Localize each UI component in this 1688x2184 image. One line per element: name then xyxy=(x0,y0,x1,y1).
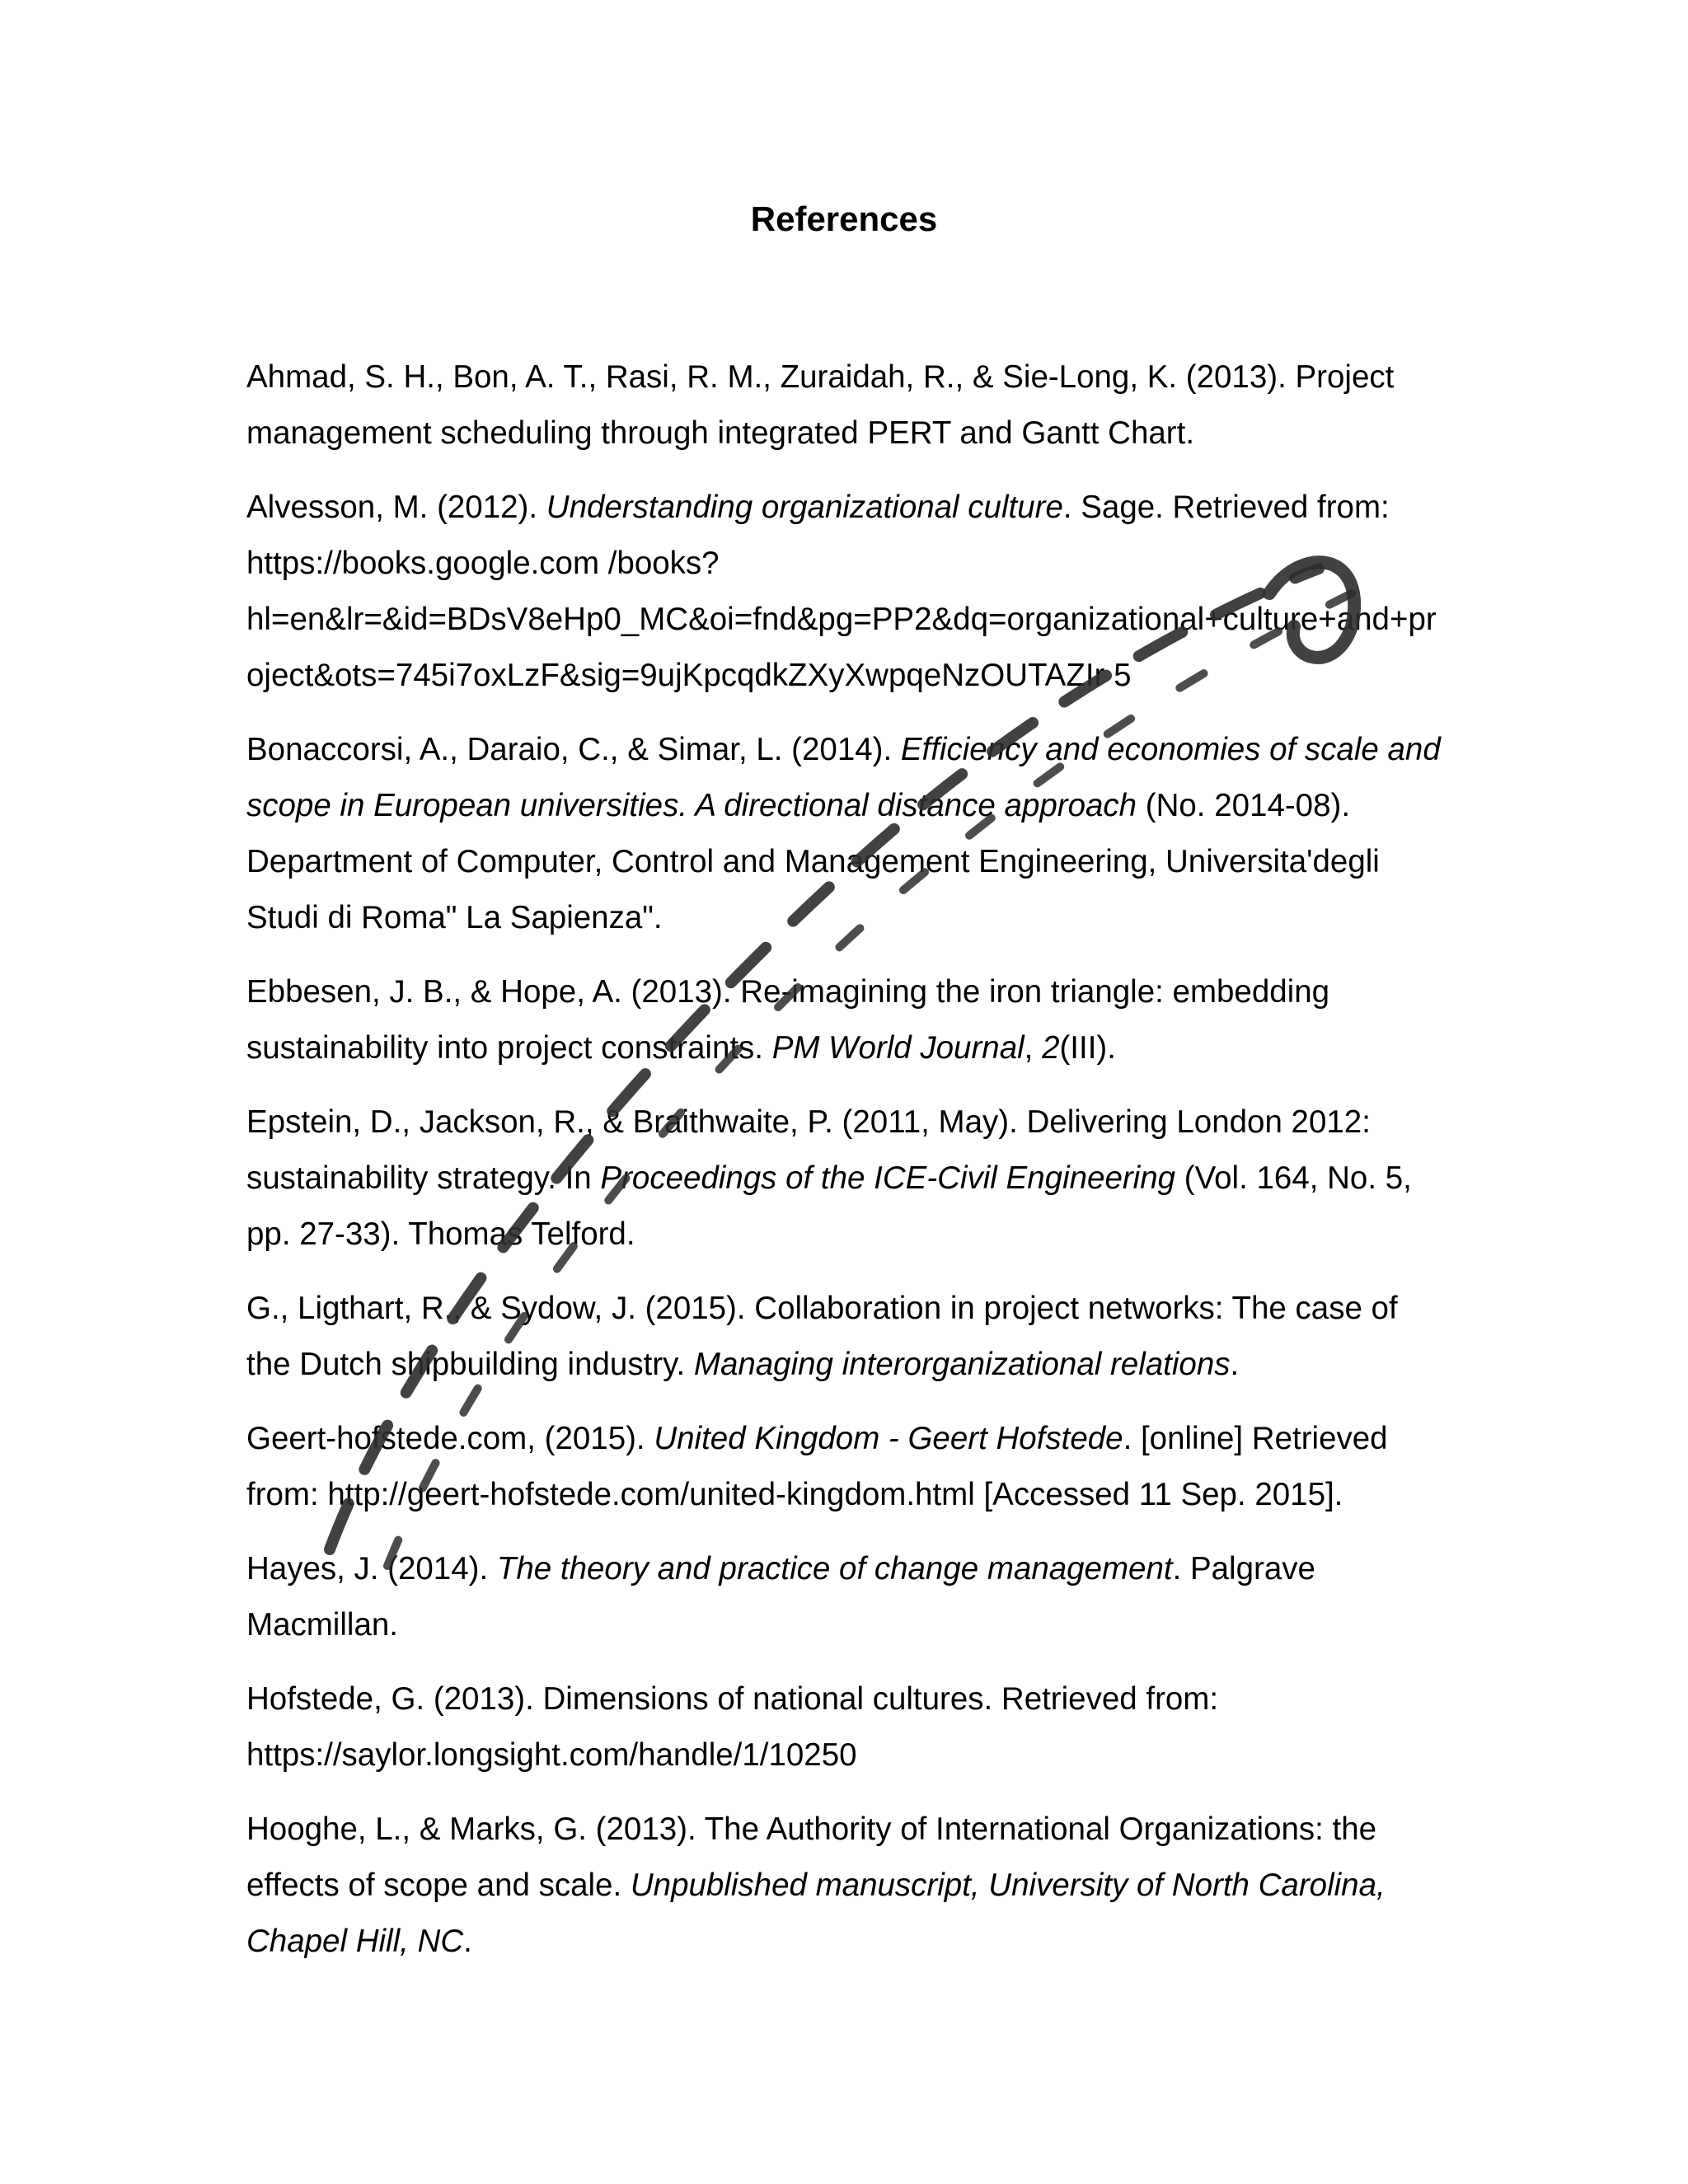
reference-italic-text: PM World Journal xyxy=(771,1030,1025,1066)
reference-text: Hayes, J. (2014). xyxy=(246,1551,497,1586)
reference-text: . Palgrave Macmillan. xyxy=(246,1551,1315,1643)
reference-text: . Sage. Retrieved from: https://books.google.com /books?hl=en&lr=&id=BDsV8eHp0_MC&oi=fnd&pg=PP2&dq=organizational+culture+and+project&ots=745i7oxLzF&sig=9ujKpcqdkZXyXwpqeNzOUTAZIr 5 xyxy=(246,490,1437,693)
reference-italic-text: United Kingdom - Geert Hofstede xyxy=(654,1421,1123,1456)
reference-text: . xyxy=(1230,1347,1240,1382)
reference-text: . [online] Retrieved from: http://geert-hofstede.com/united-kingdom.html [Accessed 11 Sep. 2015]. xyxy=(246,1421,1388,1512)
reference-list xyxy=(246,349,1442,1988)
reference-text: G., Ligthart, R., & Sydow, J. (2015). Collaboration in project networks: The case of the Dutch shipbuilding industry. xyxy=(246,1291,1398,1382)
reference-text: Alvesson, M. (2012). xyxy=(246,490,546,525)
reference-entry xyxy=(246,1541,1442,1653)
reference-text: Epstein, D., Jackson, R., & Braithwaite, P. (2011, May). Delivering London 2012: sustainability strategy. In xyxy=(246,1104,1371,1196)
reference-italic-text: Managing interorganizational relations xyxy=(693,1347,1231,1382)
reference-italic-text: Efficiency and economies of scale and scope in European universities. A directional distance approach xyxy=(246,732,1441,823)
reference-entry xyxy=(246,1281,1442,1393)
reference-italic-text: 2 xyxy=(1042,1030,1060,1066)
reference-text: , xyxy=(1024,1030,1043,1066)
reference-italic-text: Proceedings of the ICE-Civil Engineering xyxy=(600,1160,1176,1196)
reference-entry xyxy=(246,1802,1442,1970)
reference-italic-text: Unpublished manuscript, University of North Carolina, Chapel Hill, NC xyxy=(246,1868,1386,1959)
reference-italic-text: Understanding organizational culture xyxy=(546,490,1063,525)
reference-entry xyxy=(246,722,1442,946)
reference-entry xyxy=(246,964,1442,1076)
reference-text: . xyxy=(463,1924,472,1959)
reference-text: Geert-hofstede.com, (2015). xyxy=(246,1421,654,1456)
reference-entry xyxy=(246,1411,1442,1523)
reference-text: Ahmad, S. H., Bon, A. T., Rasi, R. M., Zuraidah, R., & Sie-Long, K. (2013). Project management scheduling through integrated PERT and Gantt Chart. xyxy=(246,359,1395,451)
reference-entry xyxy=(246,349,1442,462)
reference-text: Ebbesen, J. B., & Hope, A. (2013). Re-imagining the iron triangle: embedding sustainability into project constraints. xyxy=(246,974,1330,1066)
reference-text: (III). xyxy=(1059,1030,1116,1066)
reference-italic-text: The theory and practice of change management xyxy=(496,1551,1173,1586)
reference-text: Bonaccorsi, A., Daraio, C., & Simar, L. (2014). xyxy=(246,732,901,767)
page-title: References xyxy=(750,199,938,238)
reference-text: (Vol. 164, No. 5, pp. 27-33). Thomas Telford. xyxy=(246,1160,1412,1252)
reference-text: Hofstede, G. (2013). Dimensions of national cultures. Retrieved from: https://saylor.longsight.com/handle/1/10250 xyxy=(246,1681,1219,1773)
reference-text: (No. 2014-08). Department of Computer, Control and Management Engineering, Universita'degli Studi di Roma" La Sapienza". xyxy=(246,788,1380,935)
reference-entry xyxy=(246,480,1442,704)
reference-entry xyxy=(246,1671,1442,1783)
reference-text: Hooghe, L., & Marks, G. (2013). The Authority of International Organizations: the effects of scope and scale. xyxy=(246,1811,1377,1903)
reference-entry xyxy=(246,1094,1442,1263)
